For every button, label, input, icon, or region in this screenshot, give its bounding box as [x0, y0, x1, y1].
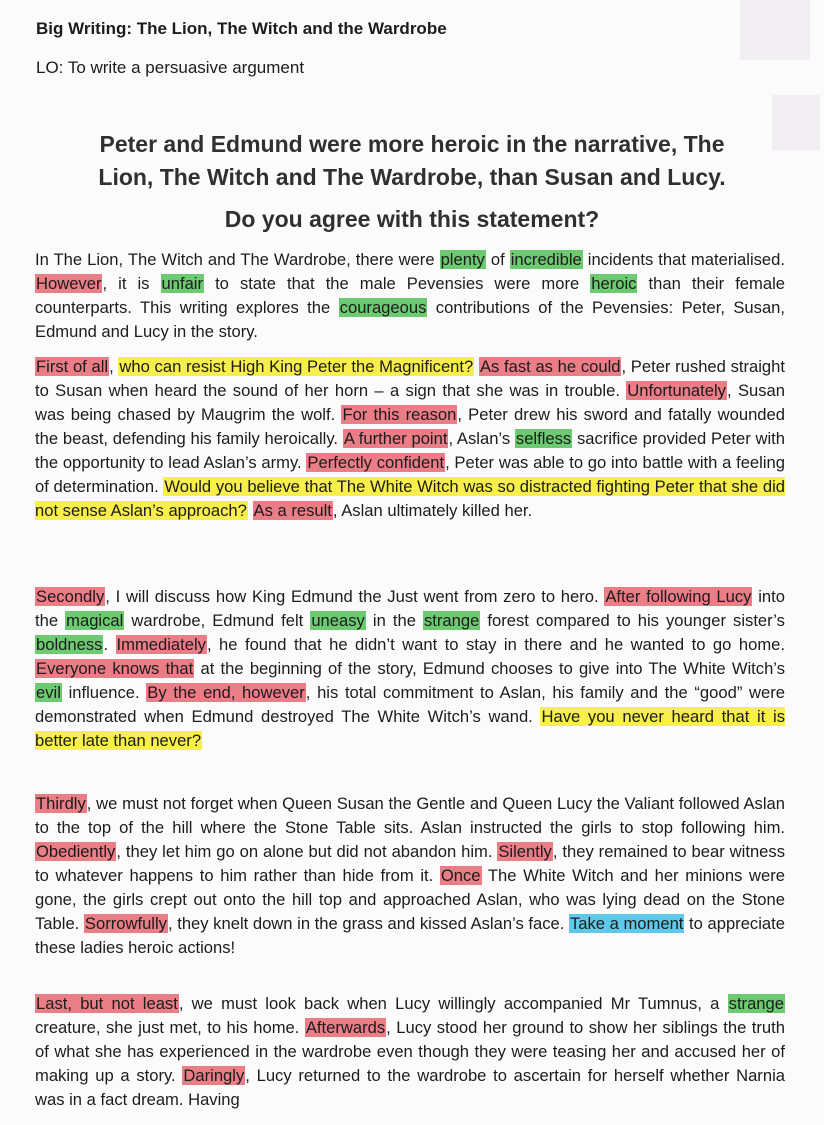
text-run: forest compared to his younger sister’s [480, 611, 785, 630]
heading-line-2: Lion, The Witch and The Wardrobe, than Susan and Lucy. [98, 164, 726, 190]
highlight-connective: Everyone knows that [36, 659, 194, 678]
text-run: contributions of the Pevensies: Peter, Susan, Edmund and Lucy in the story. [35, 298, 786, 341]
highlight-rhetorical-question: who can resist High King Peter the Magnificent? [119, 357, 474, 376]
text-run: , Lucy returned to the wardrobe to ascertain for herself whether Narnia was in a fact dream. Having [35, 1066, 785, 1109]
highlight-vocabulary: selfless [515, 429, 572, 448]
text-run: in the [365, 611, 423, 630]
text-run: wardrobe, Edmund felt [124, 611, 311, 630]
text-run: , Lucy stood her ground to show her siblings the truth of what she has experienced in the wardrobe even though they were teasing her and accused her of making up a story. [35, 1018, 785, 1085]
text-run: The White Witch and her minions were gone, the girls crept out onto the hill top and approached Aslan, who was lying dead on the Stone Table. [35, 866, 785, 933]
document-title: Big Writing: The Lion, The Witch and the Wardrobe [36, 19, 447, 38]
text-run: at the beginning of the story, Edmund chooses to give into The White Witch’s [194, 659, 785, 678]
highlight-connective: However [36, 274, 102, 293]
text-run: creature, she just met, to his home. [35, 1018, 305, 1037]
highlight-connective: Obediently [36, 842, 116, 861]
text-run: , Aslan’s [448, 429, 515, 448]
paragraph-edmund [35, 585, 785, 753]
highlight-connective: As a result [253, 501, 332, 520]
highlight-connective: Immediately [116, 635, 206, 654]
text-run: , Peter drew his sword and fatally wounded the beast, defending his family heroically. [35, 405, 785, 448]
highlight-vocabulary: magical [66, 611, 124, 630]
text-run: , I will discuss how King Edmund the Just went from zero to hero. [105, 587, 605, 606]
highlight-connective: First of all [36, 357, 109, 376]
heading-line-1: Peter and Edmund were more heroic in the narrative, The [99, 131, 725, 157]
highlight-vocabulary: courageous [339, 298, 427, 317]
highlight-connective: Silently [498, 842, 552, 861]
scan-smudge [740, 0, 810, 60]
paragraph-peter [35, 355, 785, 523]
text-run: , Peter was able to go into battle with a feeling of determination. [35, 453, 785, 496]
text-run: influence. [61, 683, 147, 702]
highlight-vocabulary: strange [728, 994, 784, 1013]
highlight-connective: Perfectly confident [307, 453, 445, 472]
text-run: , Peter rushed straight to Susan when heard the sound of her horn – a sign that she was in trouble. [35, 357, 785, 400]
text-run: , Susan was being chased by Maugrim the wolf. [35, 381, 785, 424]
text-run: , it is [102, 274, 161, 293]
highlight-connective: A further point [343, 429, 448, 448]
highlight-connective: Last, but not least [36, 994, 178, 1013]
highlight-vocabulary: evil [36, 683, 61, 702]
text-run: of [485, 250, 510, 269]
highlight-vocabulary: unfair [161, 274, 204, 293]
paragraph-introduction [35, 248, 785, 344]
highlight-rhetorical-question: Would you believe that The White Witch was so distracted fighting Peter that she did not sense Aslan’s approach? [35, 477, 785, 520]
highlight-connective: For this reason [342, 405, 457, 424]
highlight-vocabulary: uneasy [311, 611, 365, 630]
highlight-connective: Afterwards [305, 1018, 386, 1037]
text-run: incidents that materialised. [582, 250, 786, 269]
text-run: sacrifice provided Peter with the opportunity to lead Aslan’s army. [35, 429, 785, 472]
highlight-rhetorical-question: Have you never heard that it is better late than never? [35, 707, 786, 750]
highlight-connective: Daringly [183, 1066, 245, 1085]
text-run: into the [35, 587, 785, 630]
text-run: In The Lion, The Witch and The Wardrobe, there were [35, 250, 440, 269]
text-run [248, 501, 253, 520]
paragraph-susan-lucy [35, 792, 785, 960]
text-run: , they remained to bear witness to whatever happens to him rather than hide from it. [35, 842, 785, 885]
essay-question: Do you agree with this statement? [224, 206, 600, 232]
text-run: . [103, 635, 116, 654]
highlight-vocabulary: plenty [440, 250, 485, 269]
text-run: to state that the male Pevensies were more [204, 274, 591, 293]
text-run: , we must not forget when Queen Susan the Gentle and Queen Lucy the Valiant followed Aslan to the top of the hill where the Stone Table sits. Aslan instructed the girls to stop following him. [35, 794, 785, 837]
highlight-connective: As fast as he could [479, 357, 621, 376]
text-run: , they knelt down in the grass and kissed Aslan’s face. [167, 914, 569, 933]
text-run: , [109, 357, 119, 376]
highlight-connective: Sorrowfully [84, 914, 167, 933]
essay-heading [30, 128, 794, 194]
highlight-connective: Thirdly [36, 794, 86, 813]
highlight-vocabulary: boldness [36, 635, 103, 654]
paragraph-lucy [35, 992, 785, 1112]
highlight-direct-address: Take a moment [569, 914, 684, 933]
learning-objective: LO: To write a persuasive argument [36, 58, 305, 77]
text-run: , they let him go on alone but did not abandon him. [116, 842, 498, 861]
highlight-connective: Once [440, 866, 481, 885]
highlight-vocabulary: heroic [591, 274, 637, 293]
highlight-connective: Unfortunately [627, 381, 726, 400]
text-run: , we must look back when Lucy willingly accompanied Mr Tumnus, a [178, 994, 728, 1013]
highlight-vocabulary: incredible [510, 250, 582, 269]
highlight-connective: Secondly [36, 587, 105, 606]
text-run: , his total commitment to Aslan, his family and the “good” were demonstrated when Edmund destroyed The White Witch’s wand. [35, 683, 786, 726]
text-run: , Aslan ultimately killed her. [332, 501, 533, 520]
highlight-connective: After following Lucy [605, 587, 752, 606]
highlight-vocabulary: strange [424, 611, 480, 630]
highlight-connective: By the end, however [147, 683, 305, 702]
text-run: than their female counterparts. This writing explores the [35, 274, 785, 317]
text-run: , he found that he didn’t want to stay in there and he wanted to go home. [206, 635, 785, 654]
text-run: to appreciate these ladies heroic actions! [35, 914, 785, 957]
